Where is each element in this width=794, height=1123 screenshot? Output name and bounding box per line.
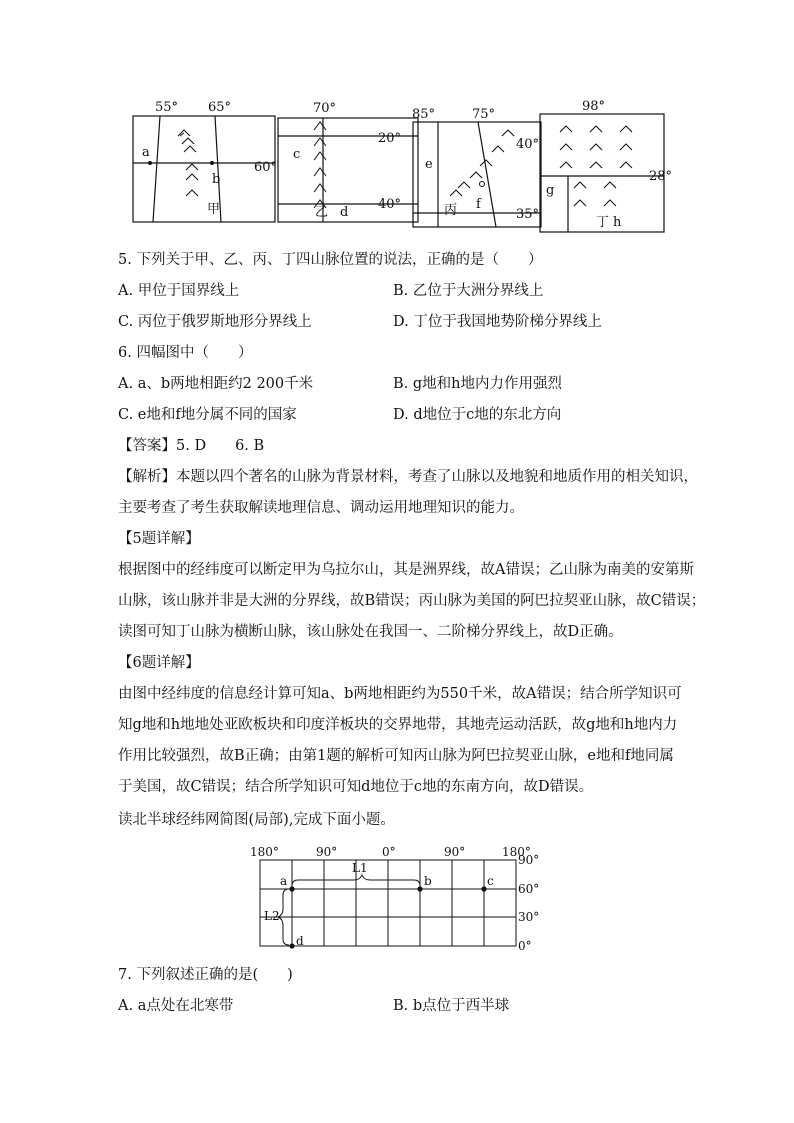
- detail6-line-1: 由图中经纬度的信息经计算可知a、b两地相距约为550千米，故A错误；结合所学知识可: [118, 686, 682, 702]
- detail5-line-3: 读图可知丁山脉为横断山脉，该山脉处在我国一、二阶梯分界线上，故D正确。: [118, 624, 623, 640]
- m3-lon-left: 85°: [412, 107, 436, 122]
- m3-point-e: e: [425, 157, 433, 172]
- q7-stem: 7. 下列叙述正确的是( ): [118, 967, 293, 983]
- detail5-line-2: 山脉，该山脉并非是大洲的分界线，故B错误；丙山脉为美国的阿巴拉契亚山脉，故C错误；: [118, 593, 706, 609]
- detail6-line-3: 作用比较强烈，故B正确；由第1题的解析可知丙山脉为阿巴拉契亚山脉，e地和f地同属: [118, 748, 674, 764]
- q7-option-b: B. b点位于西半球: [393, 998, 510, 1014]
- detail6-title: 【6题详解】: [118, 655, 200, 671]
- grid-lat-30: 30°: [518, 910, 540, 924]
- m4-lon: 98°: [582, 99, 606, 114]
- latlon-grid-figure: [248, 842, 548, 954]
- m1-lat: 60°: [254, 160, 278, 175]
- q5-option-b: B. 乙位于大洲分界线上: [393, 283, 544, 299]
- grid-lat-0: 0°: [518, 939, 532, 953]
- grid-lat-90: 90°: [518, 853, 540, 867]
- grid-lon-180-left: 180°: [250, 845, 279, 859]
- q6-option-c: C. e地和f地分属不同的国家: [118, 407, 297, 423]
- detail5-title: 【5题详解】: [118, 531, 200, 547]
- four-mountain-maps: [120, 96, 680, 236]
- answer: 【答案】5. D 6. B: [118, 438, 265, 454]
- intro-grid-question: 读北半球经纬网简图(局部),完成下面小题。: [118, 812, 395, 828]
- q6-option-a: A. a、b两地相距约2 200千米: [118, 376, 314, 392]
- m2-lat-bottom: 40°: [378, 197, 402, 212]
- m1-mountain-label: 甲: [207, 202, 221, 217]
- q7-option-a: A. a点处在北寒带: [118, 998, 234, 1014]
- m2-lon: 70°: [313, 101, 337, 116]
- q6-option-d: D. d地位于c地的东北方向: [393, 407, 562, 423]
- m2-point-d: d: [340, 205, 349, 220]
- m2-mountain-label: 乙: [315, 205, 329, 220]
- m4-lat: 28°: [649, 169, 673, 184]
- analysis-line-1: 【解析】本题以四个著名的山脉为背景材料，考查了山脉以及地貌和地质作用的相关知识，: [118, 469, 698, 485]
- m3-point-f: f: [476, 197, 481, 212]
- grid-label-l2: L2: [264, 909, 280, 923]
- grid-point-d: d: [296, 934, 304, 948]
- m1-lon-left: 55°: [155, 100, 179, 115]
- m1-point-b: b: [212, 172, 221, 187]
- m3-mountain-label: 丙: [444, 203, 458, 218]
- m3-lat-bottom: 35°: [516, 207, 540, 222]
- grid-lon-90-west: 90°: [316, 845, 338, 859]
- m3-lon-right: 75°: [472, 107, 496, 122]
- grid-point-a: a: [280, 874, 288, 888]
- grid-lon-180-right: 180°: [502, 845, 531, 859]
- m2-lat-top: 20°: [378, 131, 402, 146]
- detail6-line-4: 于美国，故C错误；结合所学知识可知d地位于c地的东南方向，故D错误。: [118, 779, 594, 795]
- m4-point-g: g: [546, 183, 555, 198]
- analysis-line-2: 主要考查了考生获取解读地理信息、调动运用地理知识的能力。: [118, 500, 524, 516]
- q6-stem: 6. 四幅图中（ ）: [118, 345, 253, 361]
- grid-lon-0: 0°: [382, 845, 396, 859]
- q5-option-d: D. 丁位于我国地势阶梯分界线上: [393, 314, 602, 330]
- grid-label-l1: L1: [352, 861, 368, 875]
- grid-point-c: c: [487, 874, 494, 888]
- m2-point-c: c: [293, 147, 301, 162]
- grid-lat-60: 60°: [518, 882, 540, 896]
- grid-lon-90-east: 90°: [444, 845, 466, 859]
- m1-lon-right: 65°: [208, 100, 232, 115]
- q5-option-c: C. 丙位于俄罗斯地形分界线上: [118, 314, 312, 330]
- grid-point-b: b: [424, 874, 432, 888]
- detail5-line-1: 根据图中的经纬度可以断定甲为乌拉尔山，其是洲界线，故A错误；乙山脉为南美的安第斯: [118, 562, 694, 578]
- q5-option-a: A. 甲位于国界线上: [118, 283, 240, 299]
- detail6-line-2: 知g地和h地地处亚欧板块和印度洋板块的交界地带，其地壳运动活跃，故g地和h地内力: [118, 717, 678, 733]
- q6-option-b: B. g地和h地内力作用强烈: [393, 376, 562, 392]
- m4-point-h: h: [613, 215, 622, 230]
- m1-point-a: a: [142, 145, 150, 160]
- m3-lat-top: 40°: [516, 137, 540, 152]
- m4-mountain-label: 丁: [596, 215, 610, 230]
- q5-stem: 5. 下列关于甲、乙、丙、丁四山脉位置的说法，正确的是（ ）: [118, 252, 543, 268]
